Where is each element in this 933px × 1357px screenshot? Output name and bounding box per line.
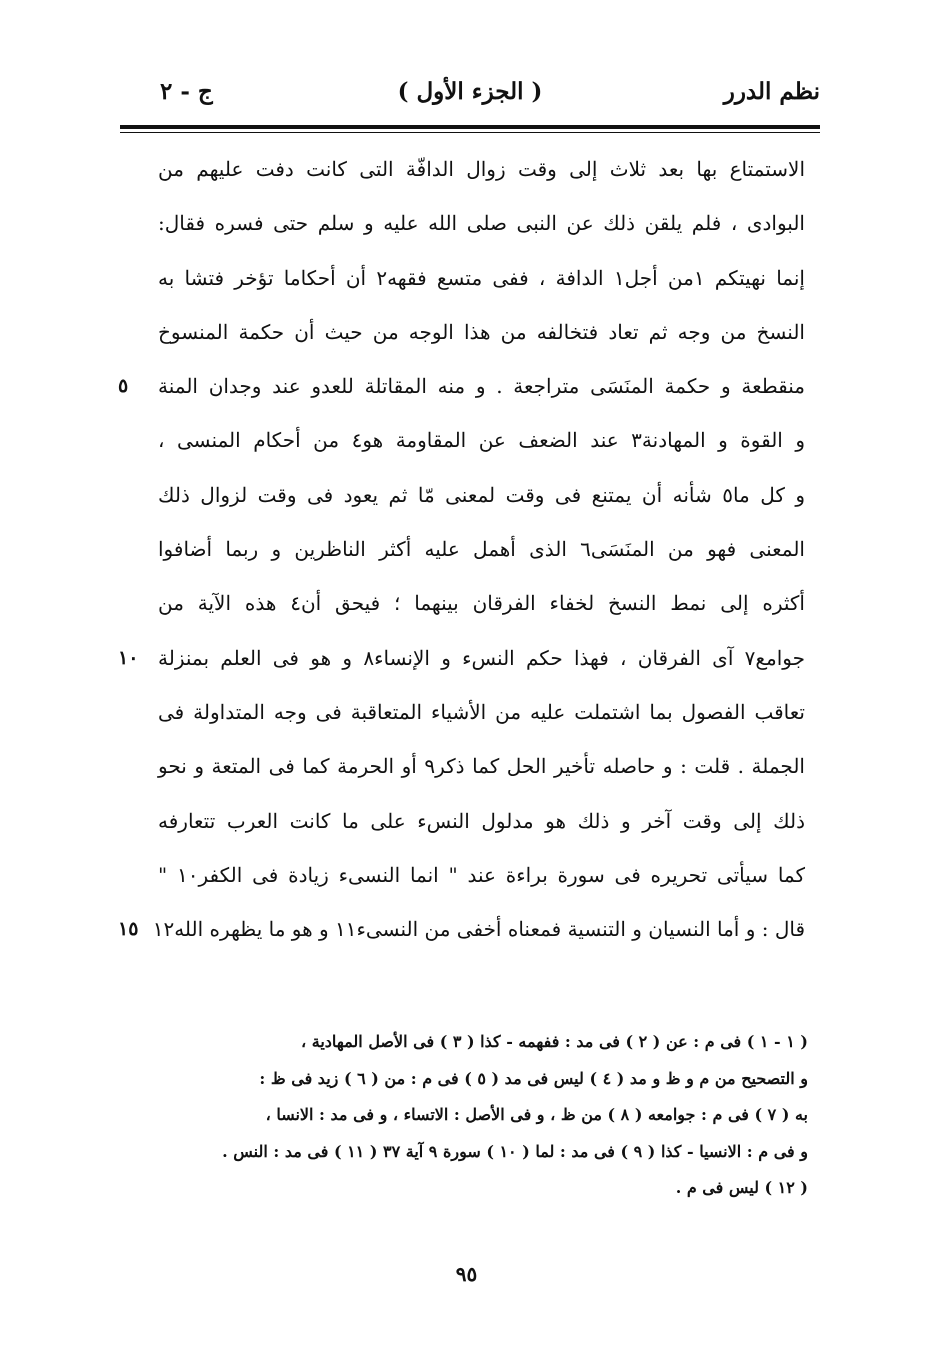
text-line: قال : و أما النسيان و التنسية فمعناه أخفى من النسىء١١ و هو ما يظهره الله١٢ ١٥ [158,902,805,956]
text-line: كما سيأتى تحريره فى سورة براءة عند " انما النسىء زيادة فى الكفر١٠ " [158,862,805,887]
text-line: إنما نهيتكم ١من أجل١ الدافة ، ففى متسع فقهه٢ أن أحكاما تؤخر فتشا به [158,265,805,290]
volume-label: ج - ٢ [160,78,213,105]
text-line: و القوة و المهادنة٣ عند الضعف عن المقاومة هو٤ من أحكام المنسى ، [158,428,806,453]
main-text [118,142,806,956]
text-line: جوامع٧ آى الفرقان ، فهذا حكم النسء و الإنساء٨ و هو فى العلم بمنزلة ١٠ [158,631,805,685]
text-line: المعنى فهو من المنَسَى٦ الذى أهمل عليه أكثر الناظرين و ربما أضافوا [158,537,805,562]
page-number: ٩٥ [455,1262,478,1286]
header-rule-thin [120,132,820,133]
text-line: الاستمتاع بها بعد ثلاث إلى وقت زوال الدافّة التى كانت دفت عليهم من [158,157,805,181]
text-line: أكثره إلى نمط النسخ لخفاء الفرقان بينهما ؛ فيحق أن٤ هذه الآية من [158,591,805,616]
footnote-line: و التصحيح من م و ظ و مد ( ٤ ) ليس فى مد ( ٥ ) فى م : من ( ٦ ) زيد فى ظ : [259,1068,808,1088]
footnotes [128,1024,808,1207]
line-number: ١٥ [118,918,139,941]
text-line: و كل ما٥ شأنه أن يمتنع فى وقت لمعنى مّا ثم يعود فى وقت لزوال ذلك [158,482,805,507]
text-line: الجملة . قلت : و حاصله تأخير الحل كما ذكر٩ أو الحرمة كما فى المتعة و نحو [158,754,805,779]
header-rule-thick [120,125,820,129]
text-line: البوادى ، فلم يلقن ذلك عن النبى صلى الله عليه و سلم حتى فسره فقال: [158,211,805,236]
footnote-line: و فى م : الانسيا - كذا ( ٩ ) فى مد : لما ( ١٠ ) سورة ٩ آية ٣٧ ( ١١ ) فى مد : النس . [222,1141,808,1161]
text-line: تعاقب الفصول بما اشتملت عليه من الأشياء المتعاقبة فى وجه المتداولة فى [158,699,805,724]
line-number: ٥ [118,375,129,398]
running-header [120,78,820,118]
text-line: ذلك إلى وقت آخر و ذلك هو مدلول النسء على ما كانت العرب تتعارفه [158,808,805,833]
book-title: نظم الدرر [723,78,820,105]
footnote-line: ( ١ - ١ ) فى م : عن ( ٢ ) فى مد : ففهمه - كذا ( ٣ ) فى الأصل المهادية ، [301,1032,808,1051]
footnote-line: ( ١٢ ) ليس فى م . [675,1178,808,1197]
part-title: ( الجزء الأول ) [397,78,543,105]
text-line: النسخ من وجه ثم تعاد فتخالفه من هذا الوجه من حيث أن حكمة المنسوخ [158,319,805,344]
line-number: ١٠ [118,646,139,669]
footnote-line: به ( ٧ ) فى م : جوامعه ( ٨ ) من ظ ، و فى الأصل : الاتساء ، و فى مد : الانسا ، [265,1105,808,1124]
text-line: منقطعة و حكمة المنَسَى متراجعة . و منه المقاتلة للعدو عند وجدان المنة ٥ [158,359,805,413]
